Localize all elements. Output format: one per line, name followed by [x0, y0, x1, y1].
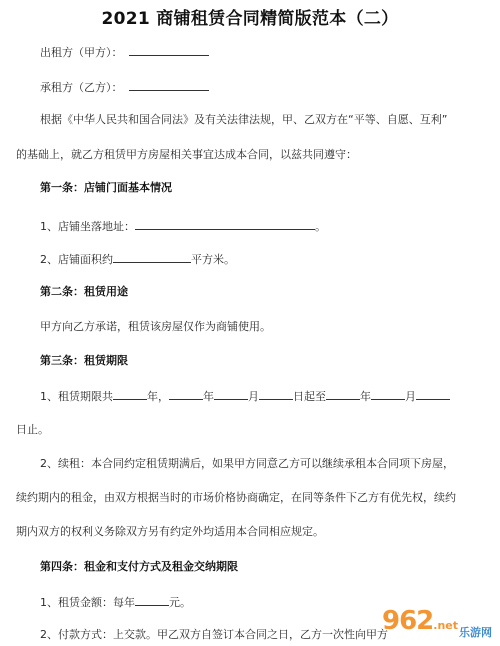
- article-3-item-1-end: 日止。: [16, 423, 49, 436]
- lessee-label: 承租方（乙方）：: [40, 81, 123, 94]
- address-label: 1、店铺坐落地址：: [40, 220, 135, 233]
- end-year-unit: 年: [360, 390, 371, 403]
- watermark-name: 乐游网: [459, 626, 492, 639]
- article-4-heading: 第四条：租金和支付方式及租金交纳期限: [40, 560, 238, 573]
- area-unit: 平方米。: [191, 253, 235, 266]
- area-label: 2、店铺面积约: [40, 253, 113, 266]
- address-blank: [135, 218, 315, 230]
- end-month-unit: 月: [405, 390, 416, 403]
- end-month-blank: [371, 388, 405, 400]
- article-3-item-2-line-1: 2、续租：本合同约定租赁期满后，如果甲方同意乙方可以继续承租本合同项下房屋，: [40, 457, 454, 470]
- lessee-blank: [129, 79, 209, 91]
- article-3-item-2-line-3: 期内双方的权利义务除双方另有约定外均适用本合同相应规定。: [16, 525, 324, 538]
- term-years-unit: 年，: [147, 390, 169, 403]
- document-title: 2021 商铺租赁合同精简版范本（二）: [101, 9, 399, 29]
- lessor-label: 出租方（甲方）：: [40, 46, 123, 59]
- article-3-item-1: [40, 388, 450, 404]
- article-1-heading: 第一条：店铺门面基本情况: [40, 181, 172, 194]
- term-years-blank: [113, 388, 147, 400]
- start-month-blank: [214, 388, 248, 400]
- start-month-unit: 月: [248, 390, 259, 403]
- site-watermark: [382, 606, 494, 640]
- end-day-blank: [416, 388, 450, 400]
- lessor-blank: [129, 44, 209, 56]
- article-1-item-2: [40, 251, 235, 267]
- rent-unit: 元。: [169, 596, 191, 609]
- start-year-blank: [169, 388, 203, 400]
- address-end: 。: [315, 220, 326, 233]
- article-2-text: 甲方向乙方承诺，租赁该房屋仅作为商铺使用。: [40, 320, 271, 333]
- area-blank: [113, 251, 191, 263]
- term-label: 1、租赁期限共: [40, 390, 113, 403]
- article-4-item-2: 2、付款方式：上交款。甲乙双方自签订本合同之日，乙方一次性向甲方: [40, 628, 388, 641]
- article-3-heading: 第三条：租赁期限: [40, 354, 128, 367]
- lessee-line: [40, 79, 209, 95]
- end-year-blank: [326, 388, 360, 400]
- article-4-item-1: [40, 594, 191, 610]
- watermark-logo: 962.net: [382, 606, 459, 636]
- intro-line-1: 根据《中华人民共和国合同法》及有关法律法规，甲、乙双方在“平等、自愿、互利”: [40, 113, 448, 126]
- rent-blank: [135, 594, 169, 606]
- start-year-unit: 年: [203, 390, 214, 403]
- article-3-item-2-line-2: 续约期内的租金，由双方根据当时的市场价格协商确定，在同等条件下乙方有优先权，续约: [16, 491, 456, 504]
- start-day-blank: [259, 388, 293, 400]
- intro-line-2: 的基础上，就乙方租赁甲方房屋相关事宜达成本合同，以兹共同遵守：: [16, 148, 357, 161]
- start-day-unit: 日起至: [293, 390, 326, 403]
- lessor-line: [40, 44, 209, 60]
- article-1-item-1: [40, 218, 326, 234]
- article-2-heading: 第二条：租赁用途: [40, 285, 128, 298]
- rent-label: 1、租赁金额：每年: [40, 596, 135, 609]
